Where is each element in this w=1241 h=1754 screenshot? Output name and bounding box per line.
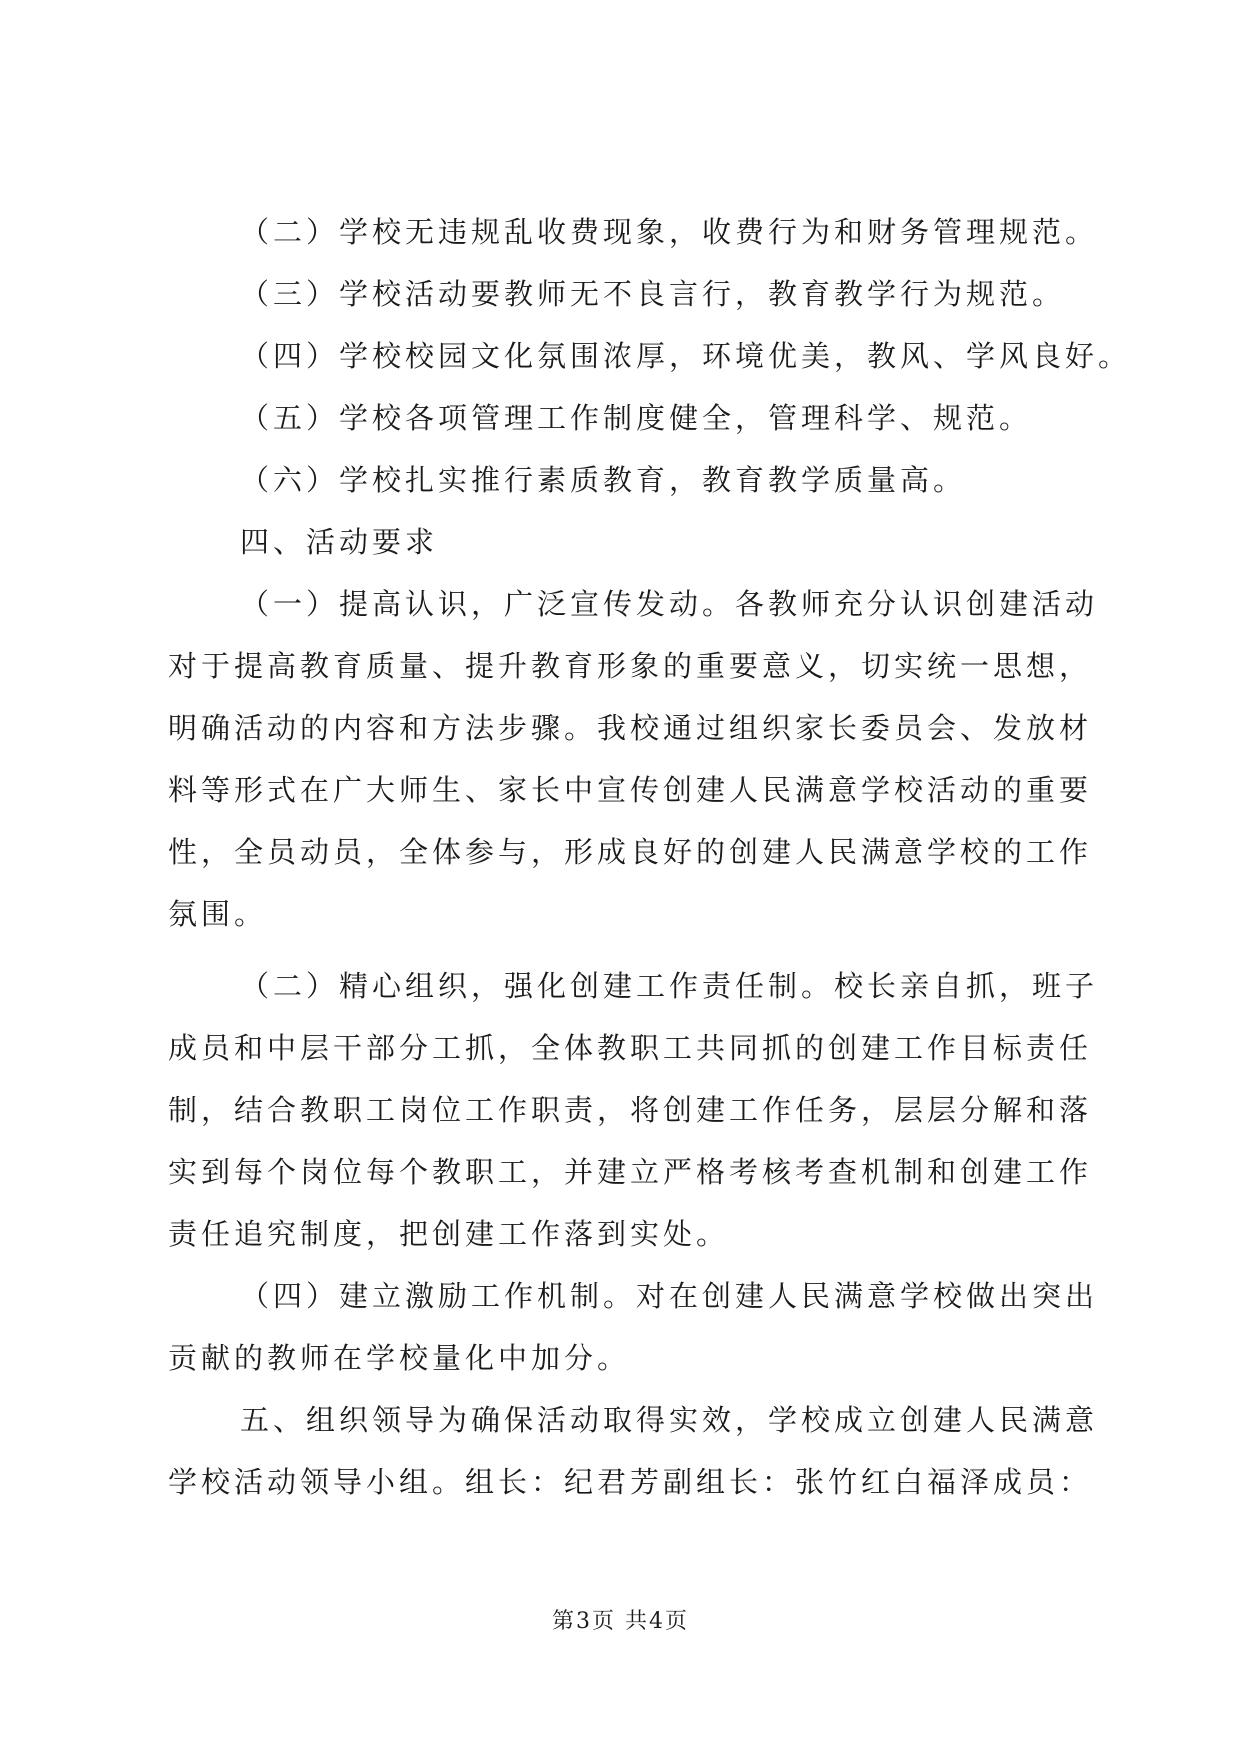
paragraph-line: （一）提高认识，广泛宣传发动。各教师充分认识创建活动 xyxy=(240,587,1099,621)
paragraph-line: （三）学校活动要教师无不良言行，教育教学行为规范。 xyxy=(240,277,1066,311)
paragraph-line: 成员和中层干部分工抓，全体教职工共同抓的创建工作目标责任 xyxy=(168,1031,1093,1065)
paragraph-line: 制，结合教职工岗位工作职责，将创建工作任务，层层分解和落 xyxy=(168,1093,1093,1127)
paragraph-line: （二）学校无违规乱收费现象，收费行为和财务管理规范。 xyxy=(240,215,1099,249)
section-heading: 五、组织领导为确保活动取得实效，学校成立创建人民满意 xyxy=(240,1403,1099,1437)
section-heading: 四、活动要求 xyxy=(240,525,439,559)
paragraph-line: 学校活动领导小组。组长：纪君芳副组长：张竹红白福泽成员： xyxy=(168,1465,1093,1499)
paragraph-line: 性，全员动员，全体参与，形成良好的创建人民满意学校的工作 xyxy=(168,835,1093,869)
page-number-footer: 第3页 共4页 xyxy=(552,1609,689,1634)
paragraph-line: 料等形式在广大师生、家长中宣传创建人民满意学校活动的重要 xyxy=(168,773,1093,807)
paragraph-line: （四）建立激励工作机制。对在创建人民满意学校做出突出 xyxy=(240,1279,1099,1313)
paragraph-line: （二）精心组织，强化创建工作责任制。校长亲自抓，班子 xyxy=(240,969,1099,1003)
paragraph-line: 贡献的教师在学校量化中加分。 xyxy=(168,1341,631,1375)
paragraph-line: （六）学校扎实推行素质教育，教育教学质量高。 xyxy=(240,463,967,497)
paragraph-line: （四）学校校园文化氛围浓厚，环境优美，教风、学风良好。 xyxy=(240,339,1132,373)
paragraph-line: 对于提高教育质量、提升教育形象的重要意义，切实统一思想， xyxy=(168,649,1093,683)
paragraph-line: 实到每个岗位每个教职工，并建立严格考核考查机制和创建工作 xyxy=(168,1155,1093,1189)
paragraph-line: 氛围。 xyxy=(168,897,268,931)
paragraph-line: 明确活动的内容和方法步骤。我校通过组织家长委员会、发放材 xyxy=(168,711,1093,745)
paragraph-line: 责任追究制度，把创建工作落到实处。 xyxy=(168,1217,730,1251)
paragraph-line: （五）学校各项管理工作制度健全，管理科学、规范。 xyxy=(240,401,1033,435)
